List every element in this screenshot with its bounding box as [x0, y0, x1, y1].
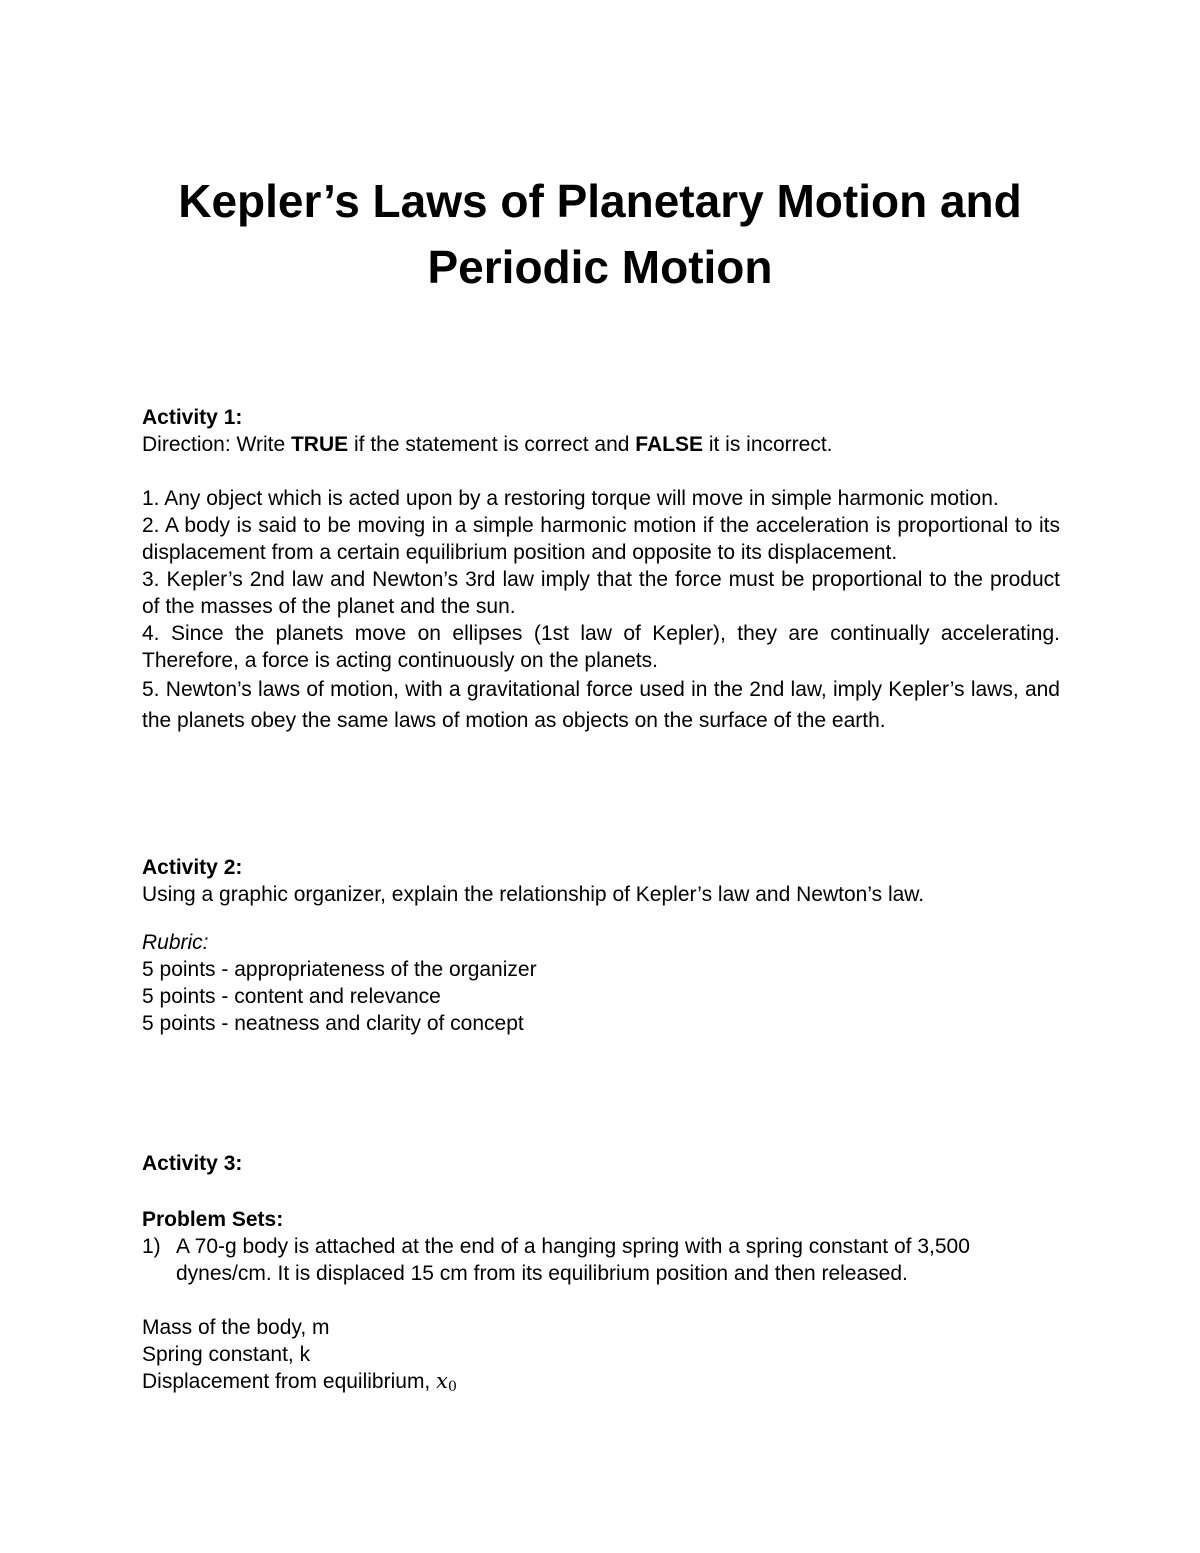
statement-3: 3. Kepler’s 2nd law and Newton’s 3rd law imply that the force must be proportional to the product of the masses of the planet and the sun. [142, 568, 1060, 618]
problem-1 [142, 1233, 1060, 1287]
statement-2: 2. A body is said to be moving in a simple harmonic motion if the acceleration is proportional to its displacement from a certain equilibrium position and opposite to its displacement. [142, 514, 1060, 564]
problem-1-number: 1) [142, 1235, 161, 1258]
given-mass: Mass of the body, m [142, 1316, 330, 1339]
title-line-2: Periodic Motion [427, 241, 773, 293]
problem-sets-section [142, 1206, 1060, 1233]
title-line-1: Kepler’s Laws of Planetary Motion and [178, 175, 1022, 227]
activity-1-heading: Activity 1: [142, 406, 243, 429]
page-title [100, 168, 1100, 300]
givens-section [142, 1314, 1060, 1401]
activity-2-section [142, 854, 1060, 908]
activity-1-section [142, 404, 1060, 458]
rubric-label: Rubric: [142, 931, 209, 954]
activity-2-heading: Activity 2: [142, 856, 243, 879]
given-displacement: Displacement from equilibrium, $x_0$ [142, 1369, 457, 1395]
direction-false-keyword: FALSE [635, 433, 703, 456]
activity-2-instruction: Using a graphic organizer, explain the relationship of Kepler’s law and Newton’s law. [142, 883, 925, 906]
statement-4: 4. Since the planets move on ellipses (1st law of Kepler), they are continually accelerating. Therefore, a force is acting continuously on the planets. [142, 622, 1060, 672]
activity-1-direction: Direction: Write TRUE if the statement is correct and FALSE it is incorrect. [142, 433, 833, 456]
rubric-item-2: 5 points - content and relevance [142, 985, 441, 1008]
activity-1-statements [142, 485, 1060, 736]
problem-1-text: A 70-g body is attached at the end of a hanging spring with a spring constant of 3,500 dynes/cm. It is displaced 15 cm from its equilibrium position and then released. [176, 1235, 970, 1285]
activity-3-heading: Activity 3: [142, 1152, 243, 1175]
statement-1: 1. Any object which is acted upon by a restoring torque will move in simple harmonic motion. [142, 487, 999, 510]
activity-3-section [142, 1150, 1060, 1177]
rubric-item-1: 5 points - appropriateness of the organizer [142, 958, 537, 981]
displacement-variable: $x_0$ [436, 1369, 457, 1395]
rubric-item-3: 5 points - neatness and clarity of concept [142, 1012, 524, 1035]
rubric-section [142, 929, 1060, 1037]
problem-sets-heading: Problem Sets: [142, 1208, 284, 1231]
direction-true-keyword: TRUE [290, 433, 349, 456]
statement-5: 5. Newton’s laws of motion, with a gravitational force used in the 2nd law, imply Kepler’s laws, and the planets obey the same laws of motion as objects on the surface of the earth. [142, 678, 1060, 732]
given-spring-constant: Spring constant, k [142, 1343, 311, 1366]
